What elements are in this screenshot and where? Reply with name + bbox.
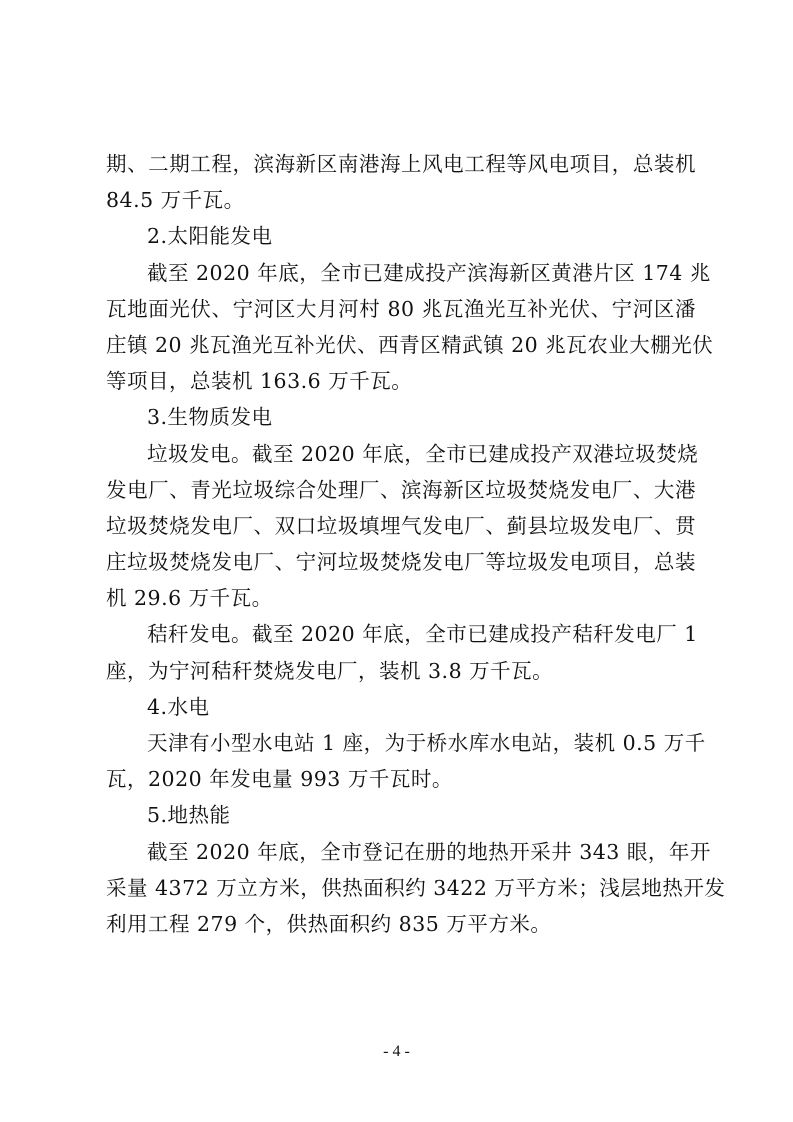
text-line: 2.太阳能发电 — [147, 224, 273, 249]
text-line: 84.5 万千瓦。 — [106, 188, 245, 213]
text-line: 等项目，总装机 163.6 万千瓦。 — [106, 369, 413, 394]
text-line: 瓦，2020 年发电量 993 万千瓦时。 — [106, 767, 453, 792]
page-number: - 4 - — [383, 1043, 410, 1060]
text-line: 庄镇 20 兆瓦渔光互补光伏、西青区精武镇 20 兆瓦农业大棚光伏 — [106, 332, 714, 357]
text-line: 期、二期工程，滨海新区南港海上风电工程等风电项目，总装机 — [106, 152, 696, 176]
text-line: 采量 4372 万立方米，供热面积约 3422 万平方米；浅层地热开发 — [106, 875, 726, 900]
text-line: 垃圾发电。截至 2020 年底，全市已建成投产双港垃圾焚烧 — [147, 441, 699, 466]
text-line: 5.地热能 — [147, 803, 231, 828]
text-line: 利用工程 279 个，供热面积约 835 万平方米。 — [106, 911, 552, 936]
text-line: 天津有小型水电站 1 座，为于桥水库水电站，装机 0.5 万千 — [147, 731, 706, 755]
text-line: 3.生物质发电 — [147, 405, 273, 430]
text-line: 座，为宁河秸秆焚烧发电厂，装机 3.8 万千瓦。 — [106, 658, 554, 683]
text-line: 瓦地面光伏、宁河区大月河村 80 兆瓦渔光互补光伏、宁河区潘 — [106, 296, 696, 321]
text-line: 秸秆发电。截至 2020 年底，全市已建成投产秸秆发电厂 1 — [147, 622, 698, 647]
text-line: 机 29.6 万千瓦。 — [106, 586, 273, 611]
text-line: 发电厂、青光垃圾综合处理厂、滨海新区垃圾焚烧发电厂、大港 — [106, 477, 696, 502]
text-line: 垃圾焚烧发电厂、双口垃圾填埋气发电厂、蓟县垃圾发电厂、贯 — [106, 513, 696, 538]
body-text — [106, 146, 726, 942]
text-line: 4.水电 — [147, 694, 210, 719]
text-line: 庄垃圾焚烧发电厂、宁河垃圾焚烧发电厂等垃圾发电项目，总装 — [106, 550, 696, 575]
text-line: 截至 2020 年底，全市登记在册的地热开采井 343 眼，年开 — [147, 839, 711, 864]
text-line: 截至 2020 年底，全市已建成投产滨海新区黄港片区 174 兆 — [147, 260, 711, 285]
